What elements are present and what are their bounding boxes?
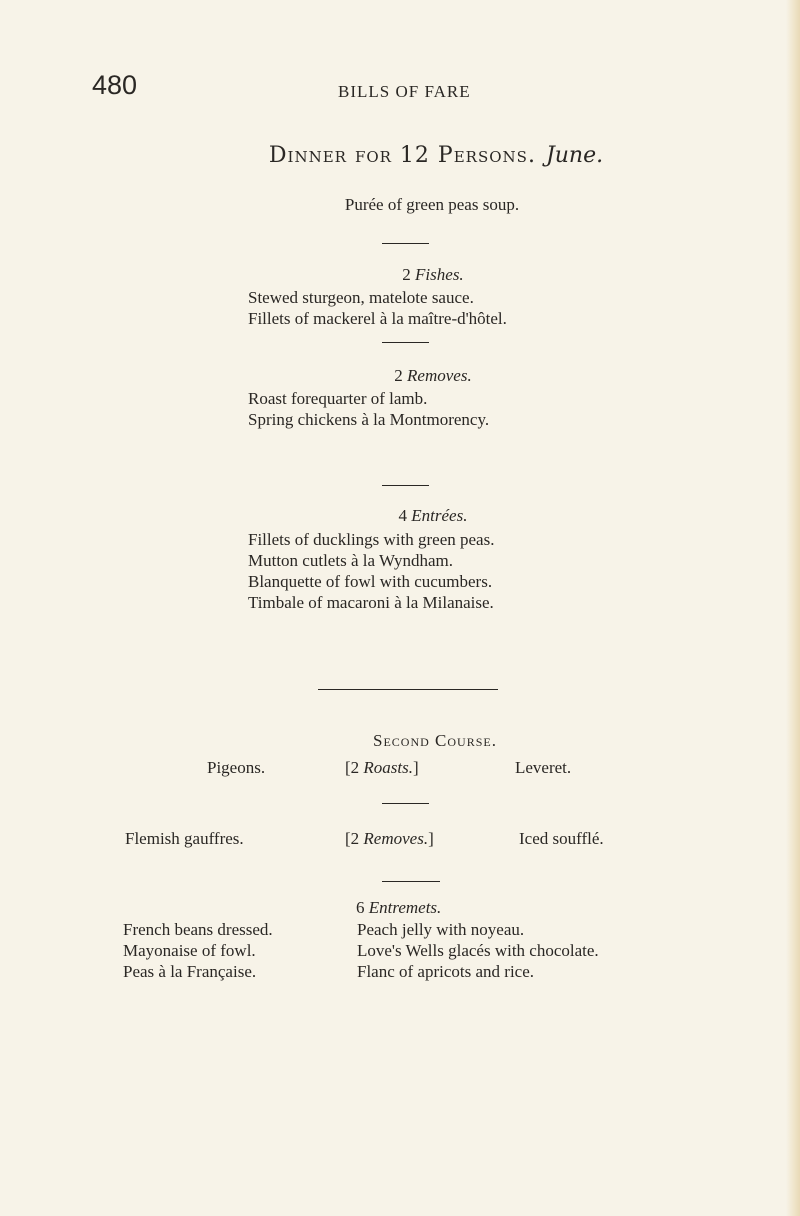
divider-rule <box>382 342 429 343</box>
divider-rule <box>382 881 440 882</box>
running-head: BILLS OF FARE <box>338 82 471 101</box>
divider-rule <box>382 243 429 244</box>
menu-title <box>0 143 800 168</box>
entree-item-3: Blanquette of fowl with cucumbers. <box>248 572 493 591</box>
second-removes-label: Removes. <box>363 829 429 848</box>
second-removes-heading <box>345 829 434 849</box>
entremets-heading <box>356 898 441 918</box>
divider-rule <box>382 485 429 486</box>
page-edge-shadow <box>786 0 800 1216</box>
remove-left: Flemish gauffres. <box>125 829 244 848</box>
entrees-label: Entrées. <box>411 506 468 525</box>
remove-right: Iced soufflé. <box>519 829 604 848</box>
second-course-title: Second Course. <box>373 731 497 750</box>
removes-bracket-open: [2 <box>345 829 364 848</box>
entree-item-4: Timbale of macaroni à la Milanaise. <box>248 593 494 612</box>
removes-bracket-close: ] <box>428 829 434 848</box>
fishes-label: Fishes. <box>415 265 464 284</box>
fish-item-1: Stewed sturgeon, matelote sauce. <box>248 288 474 307</box>
remove-item-1: Roast forequarter of lamb. <box>248 389 428 408</box>
entremets-count: 6 <box>356 898 365 917</box>
menu-title-main: Dinner for 12 Persons. <box>268 143 536 168</box>
removes-heading <box>0 366 800 386</box>
fishes-heading <box>0 265 800 285</box>
fish-item-2: Fillets of mackerel à la maître-d'hôtel. <box>248 309 507 328</box>
roast-left: Pigeons. <box>207 758 266 777</box>
entrees-count: 4 <box>398 506 408 525</box>
soup-line: Purée of green peas soup. <box>344 195 520 214</box>
entremets-label: Entremets. <box>368 898 442 917</box>
fishes-count: 2 <box>402 265 411 284</box>
remove-item-2: Spring chickens à la Montmorency. <box>248 410 490 429</box>
roast-right: Leveret. <box>515 758 572 777</box>
entremet-left-1: French beans dressed. <box>123 920 273 939</box>
entremet-left-3: Peas à la Française. <box>123 962 257 981</box>
entremet-right-3: Flanc of apricots and rice. <box>357 962 535 981</box>
entremet-right-2: Love's Wells glacés with chocolate. <box>357 941 599 960</box>
roasts-heading <box>345 758 419 778</box>
entrees-heading <box>0 506 800 526</box>
roasts-label: Roasts. <box>363 758 414 777</box>
roasts-bracket-close: ] <box>413 758 419 777</box>
roasts-bracket-open: [2 <box>345 758 364 777</box>
entremet-left-2: Mayonaise of fowl. <box>123 941 256 960</box>
course-divider-rule <box>318 689 498 690</box>
entremet-right-1: Peach jelly with noyeau. <box>357 920 525 939</box>
divider-rule <box>382 803 429 804</box>
page-number: 480 <box>92 70 138 100</box>
menu-title-month: June. <box>545 143 604 168</box>
entree-item-1: Fillets of ducklings with green peas. <box>248 530 495 549</box>
entree-item-2: Mutton cutlets à la Wyndham. <box>248 551 453 570</box>
removes-count: 2 <box>394 366 403 385</box>
removes-label: Removes. <box>407 366 472 385</box>
